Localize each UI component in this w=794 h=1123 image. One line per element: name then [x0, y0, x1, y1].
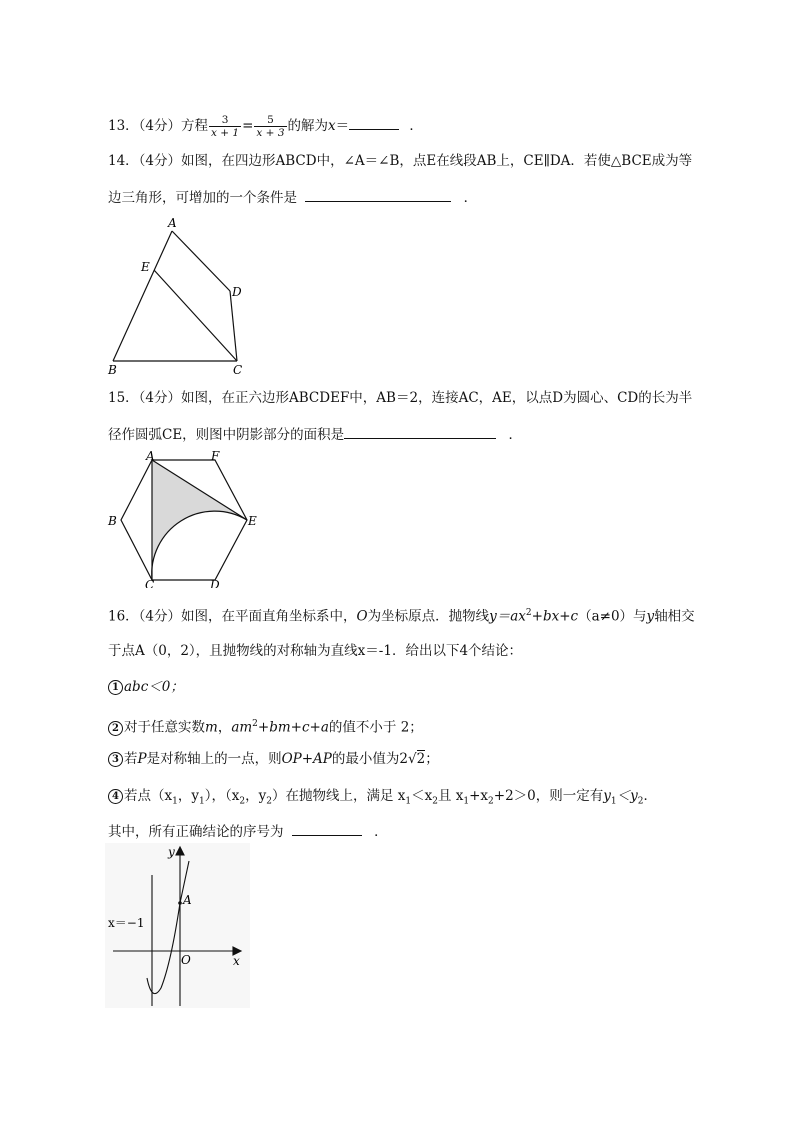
- fraction-numerator: 5: [254, 114, 286, 127]
- label-B: B: [108, 363, 117, 375]
- q13-fraction-2: [254, 114, 286, 139]
- point-P: P: [137, 751, 147, 767]
- conclusion-number: 1: [108, 680, 123, 695]
- text: ＜y: [616, 788, 638, 804]
- subscript: 2: [266, 796, 272, 807]
- shaded-region: [152, 460, 247, 580]
- equals-sign: =: [242, 118, 254, 134]
- point-A: [178, 901, 182, 905]
- parabola-equation: y＝ax: [489, 608, 526, 625]
- text: +x: [469, 788, 489, 804]
- q16-text: 轴相交: [654, 608, 695, 625]
- subscript: 1: [610, 796, 617, 807]
- q15-hexagon-figure: [105, 448, 265, 588]
- semicolon: ；: [425, 751, 439, 767]
- label-y: y: [168, 845, 175, 859]
- q16-conclusion-3: [108, 749, 439, 769]
- label-B: B: [108, 514, 117, 528]
- label-F: F: [211, 449, 220, 463]
- segment-CD: [230, 291, 237, 361]
- q13-prefix: 13．（4分）方程: [108, 118, 209, 134]
- subscript: 2: [488, 796, 494, 807]
- text: y: [603, 788, 611, 804]
- variable-x: x: [328, 118, 336, 134]
- conclusion-number: 4: [108, 789, 123, 804]
- coefficient: 2: [399, 751, 408, 767]
- subscript: 2: [432, 796, 438, 807]
- fraction-denominator: x + 3: [256, 127, 285, 139]
- q14-line-2-text: 边三角形，可增加的一个条件是: [108, 190, 297, 206]
- q13-fraction-1: [209, 114, 241, 139]
- text: +2＞0，则一定有: [493, 788, 604, 804]
- q15-line-1: 15．（4分）如图，在正六边形ABCDEF中，AB＝2，连接AC，AE，以点D为圆心、CD的长为半: [108, 390, 693, 406]
- comma: ，: [217, 719, 232, 736]
- sqrt-sign: √: [407, 751, 417, 767]
- text: ，y: [245, 788, 267, 804]
- q14-line-2: [108, 187, 477, 208]
- q16-conclusion-4: [108, 786, 657, 812]
- label-A: A: [168, 216, 177, 230]
- segment-EC: [154, 270, 237, 361]
- label-A: A: [146, 449, 155, 463]
- conclusion-text: 若: [124, 751, 138, 767]
- q13-text: 的解为: [287, 118, 328, 134]
- text: 若点（x: [124, 788, 173, 804]
- radicand: 2: [416, 751, 426, 767]
- text: ，y: [177, 788, 199, 804]
- text: ）在抛物线上，满足 x: [271, 788, 406, 804]
- q14-line-1: 14．（4分）如图，在四边形ABCD中，∠A＝∠B，点E在线段AB上，CE∥DA．若使△BCE成为等: [108, 153, 693, 169]
- segment-DA: [172, 231, 230, 291]
- expression: OP+AP: [281, 751, 332, 767]
- label-E: E: [141, 260, 150, 274]
- equals-sign: ＝: [335, 118, 350, 134]
- conclusion-number: 2: [108, 721, 123, 736]
- variable-m: m: [205, 719, 218, 736]
- conclusion-text: abc＜0；: [124, 679, 184, 695]
- q16-last-line: [108, 821, 388, 842]
- subscript: 2: [239, 796, 246, 807]
- label-C: C: [233, 363, 243, 375]
- condition: （a≠0）: [578, 608, 634, 625]
- conclusion-text: 对于任意实数: [124, 719, 205, 736]
- conclusion-text: 的最小值为: [331, 751, 400, 767]
- answer-blank[interactable]: [349, 115, 399, 130]
- q13-line: [108, 114, 423, 139]
- q16-line-2: 于点A（0，2），且抛物线的对称轴为直线x＝-1．给出以下4个结论：: [108, 643, 523, 659]
- label-D: D: [210, 578, 220, 588]
- q16-last-text: 其中，所有正确结论的序号为: [108, 824, 284, 840]
- conclusion-number: 3: [108, 752, 123, 767]
- fraction-denominator: x + 1: [211, 127, 240, 139]
- label-D: D: [232, 285, 242, 299]
- q14-quadrilateral-figure: [105, 215, 255, 375]
- q16-text: 为坐标原点．抛物线: [367, 608, 490, 625]
- period: ．: [508, 427, 522, 443]
- exponent: 2: [252, 719, 258, 729]
- q15-line-2: [108, 424, 522, 445]
- segment-AB: [113, 231, 172, 361]
- origin-O: O: [356, 608, 368, 625]
- text: ），（x: [204, 788, 240, 804]
- subscript: 1: [172, 796, 178, 807]
- label-axis: x＝−1: [108, 916, 145, 930]
- q16-text: 16．（4分）如图，在平面直角坐标系中，: [108, 608, 357, 625]
- subscript: 1: [463, 796, 470, 807]
- subscript: 1: [405, 796, 412, 807]
- q15-line-2-text: 径作圆弧CE，则图中阴影部分的面积是: [108, 427, 345, 443]
- subscript: 2: [637, 796, 644, 807]
- fraction-numerator: 3: [209, 114, 241, 127]
- expression: am: [231, 719, 253, 736]
- q16-conclusion-2: [108, 714, 423, 738]
- expression-tail: +bm+c+a: [257, 719, 329, 736]
- conclusion-text: 的值不小于 2；: [328, 719, 423, 736]
- label-O: O: [181, 953, 191, 967]
- conclusion-text: 是对称轴上的一点，则: [146, 751, 282, 767]
- answer-blank[interactable]: [344, 424, 496, 439]
- text: ．: [643, 788, 658, 804]
- parabola-equation-tail: +bx+c: [531, 608, 579, 625]
- q16-line-1: [108, 603, 695, 627]
- q16-parabola-graph: [105, 843, 250, 1008]
- period: ．: [374, 824, 388, 840]
- answer-blank[interactable]: [292, 821, 362, 836]
- q16-conclusion-1: [108, 677, 184, 697]
- hexagon-ABCDEF: [121, 460, 247, 580]
- label-x: x: [233, 954, 240, 968]
- text: ＜x: [411, 788, 433, 804]
- text: 且 x: [437, 788, 464, 804]
- period: ．: [409, 118, 423, 134]
- subscript: 1: [199, 796, 205, 807]
- q16-text: 与: [633, 608, 647, 625]
- period: ．: [463, 190, 478, 206]
- exponent: 2: [525, 608, 532, 618]
- label-C: C: [145, 578, 155, 588]
- axis-y: y: [646, 608, 655, 625]
- answer-blank[interactable]: [305, 187, 451, 202]
- label-E: E: [248, 514, 257, 528]
- label-A: A: [183, 893, 192, 907]
